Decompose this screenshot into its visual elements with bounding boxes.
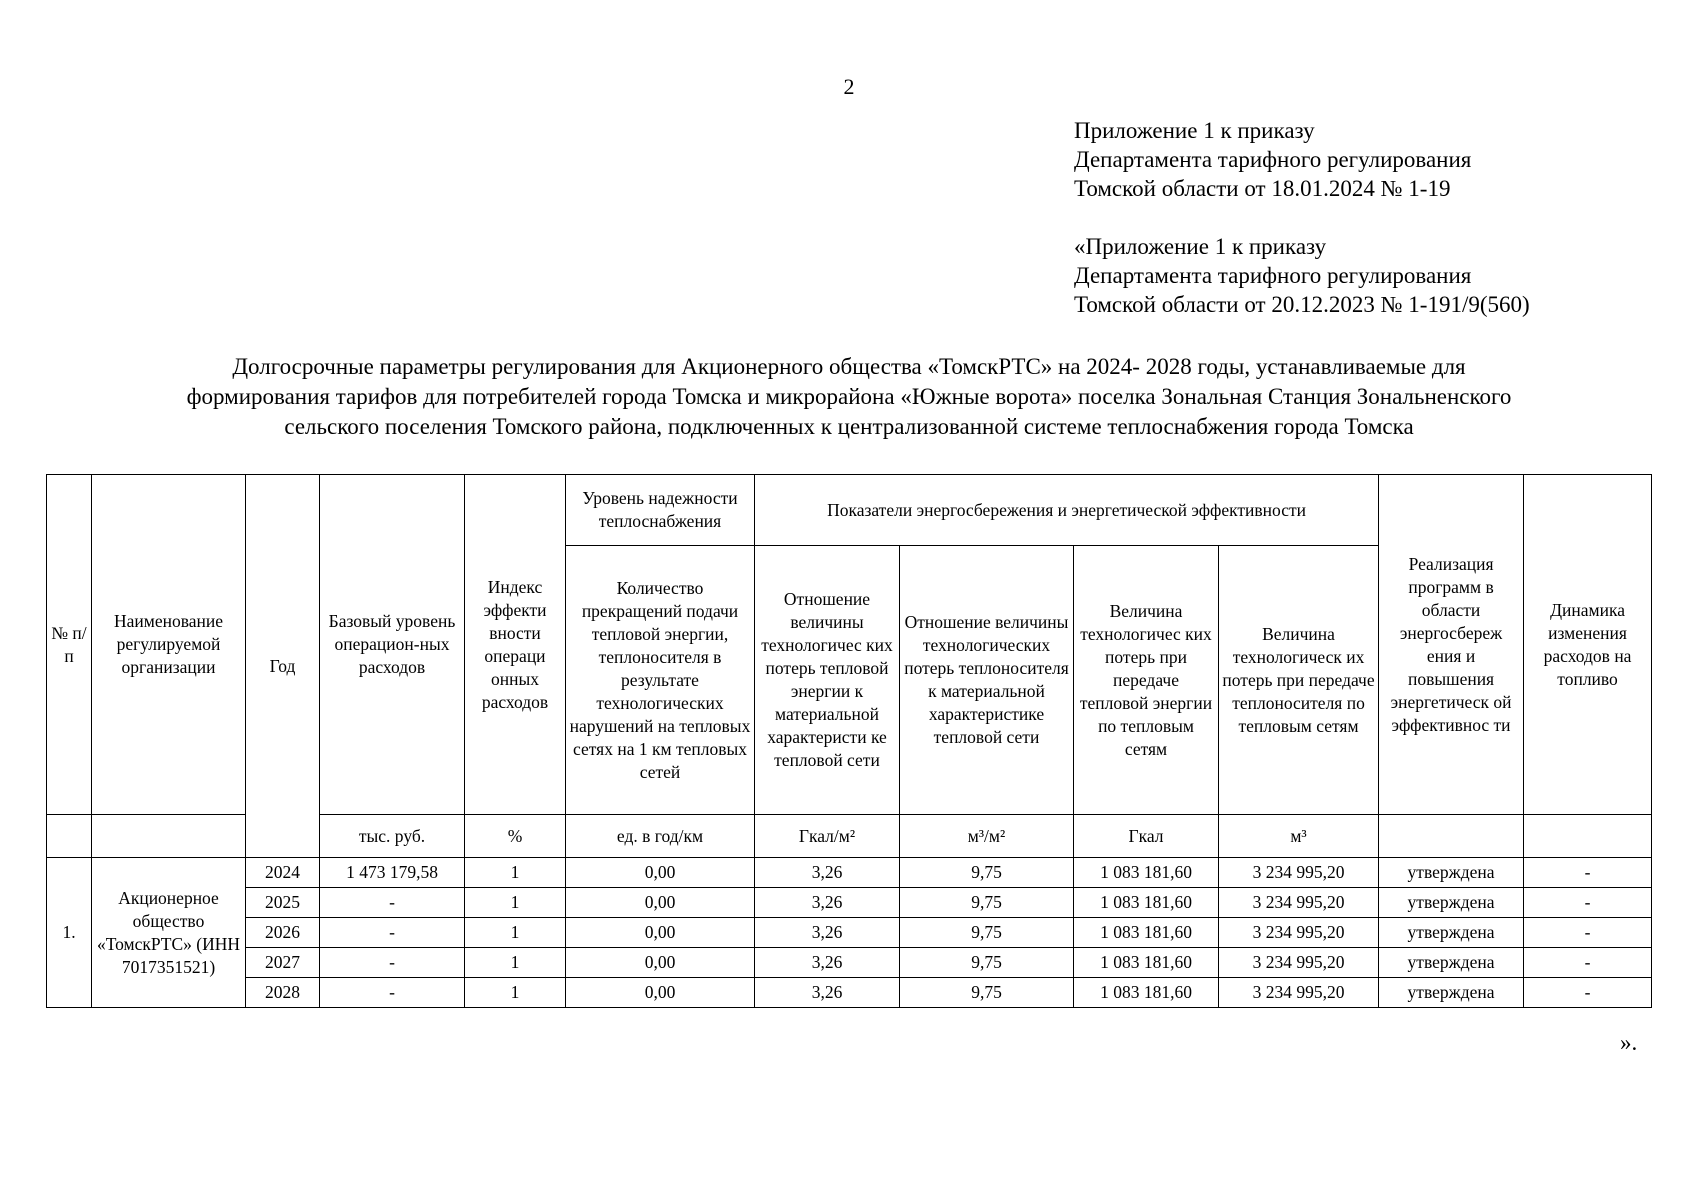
cell-programs: утверждена [1379, 888, 1524, 918]
header-base-costs: Базовый уровень операцион-ных расходов [320, 475, 465, 815]
cell-efficiency-index: 1 [465, 888, 566, 918]
cell-programs: утверждена [1379, 948, 1524, 978]
header-energy-group: Показатели энергосбережения и энергетической эффективности [755, 475, 1379, 546]
unit-carrier-loss-ratio: м³/м² [900, 815, 1074, 858]
header-efficiency-index: Индекс эффекти вности операци онных расходов [465, 475, 566, 815]
unit-heat-loss-ratio: Гкал/м² [755, 815, 900, 858]
unit-carrier-loss-value: м³ [1219, 815, 1379, 858]
cell-programs: утверждена [1379, 918, 1524, 948]
org-number: 1. [47, 858, 92, 1008]
cell-fuel-dynamics: - [1524, 978, 1652, 1008]
table-row [47, 858, 1652, 888]
cell-year: 2026 [246, 918, 320, 948]
table-row [47, 948, 1652, 978]
header-num: № п/п [47, 475, 92, 815]
cell-heat-loss-value: 1 083 181,60 [1074, 888, 1219, 918]
unit-org-empty [92, 815, 246, 858]
org-name: Акционерное общество «ТомскРТС» (ИНН 7017351521) [92, 858, 246, 1008]
header-carrier-loss-value: Величина технологическ их потерь при передаче теплоносителя по тепловым сетям [1219, 546, 1379, 815]
cell-base-costs: - [320, 978, 465, 1008]
unit-num-empty [47, 815, 92, 858]
regulation-parameters-table [46, 474, 1652, 1008]
cell-base-costs: - [320, 918, 465, 948]
appendix-current-line2: Департамента тарифного регулирования [1074, 147, 1472, 172]
cell-heat-loss-value: 1 083 181,60 [1074, 858, 1219, 888]
cell-heat-loss-value: 1 083 181,60 [1074, 918, 1219, 948]
header-row-groups [47, 475, 1652, 546]
cell-interruptions: 0,00 [566, 978, 755, 1008]
cell-heat-loss-ratio: 3,26 [755, 978, 900, 1008]
table-row [47, 888, 1652, 918]
cell-carrier-loss-value: 3 234 995,20 [1219, 888, 1379, 918]
cell-fuel-dynamics: - [1524, 858, 1652, 888]
cell-carrier-loss-ratio: 9,75 [900, 918, 1074, 948]
cell-carrier-loss-ratio: 9,75 [900, 888, 1074, 918]
cell-carrier-loss-value: 3 234 995,20 [1219, 918, 1379, 948]
cell-heat-loss-ratio: 3,26 [755, 948, 900, 978]
document-title-line1: Долгосрочные параметры регулирования для Акционерного общества «ТомскРТС» на 2024- 2028 годы, устанавливаемые для [232, 354, 1466, 379]
document-title [60, 352, 1638, 442]
cell-base-costs: - [320, 948, 465, 978]
unit-fuel-empty [1524, 815, 1652, 858]
cell-heat-loss-value: 1 083 181,60 [1074, 948, 1219, 978]
unit-programs-empty [1379, 815, 1524, 858]
cell-interruptions: 0,00 [566, 888, 755, 918]
header-interruptions: Количество прекращений подачи тепловой энергии, теплоносителя в результате технологических нарушений на тепловых сетях на 1 км тепловых сетей [566, 546, 755, 815]
unit-base-costs: тыс. руб. [320, 815, 465, 858]
closing-quote-mark: ». [1620, 1030, 1638, 1055]
cell-interruptions: 0,00 [566, 948, 755, 978]
table-row [47, 978, 1652, 1008]
header-heat-loss-ratio: Отношение величины технологичес ких потерь тепловой энергии к материальной характеристи ке тепловой сети [755, 546, 900, 815]
cell-year: 2028 [246, 978, 320, 1008]
cell-efficiency-index: 1 [465, 948, 566, 978]
appendix-original-line3: Томской области от 20.12.2023 № 1-191/9(560) [1074, 292, 1530, 317]
unit-heat-loss-value: Гкал [1074, 815, 1219, 858]
cell-carrier-loss-value: 3 234 995,20 [1219, 978, 1379, 1008]
document-title-line2: формирования тарифов для потребителей города Томска и микрорайона «Южные ворота» поселка Зональная Станция Зональненского [186, 384, 1512, 409]
cell-base-costs: 1 473 179,58 [320, 858, 465, 888]
cell-year: 2025 [246, 888, 320, 918]
appendix-current-header [1074, 116, 1471, 203]
cell-base-costs: - [320, 888, 465, 918]
cell-heat-loss-ratio: 3,26 [755, 918, 900, 948]
header-reliability-group: Уровень надежности теплоснабжения [566, 475, 755, 546]
appendix-original-line1: «Приложение 1 к приказу [1074, 234, 1327, 259]
unit-efficiency-index: % [465, 815, 566, 858]
cell-carrier-loss-value: 3 234 995,20 [1219, 858, 1379, 888]
header-org-name: Наименование регулируемой организации [92, 475, 246, 815]
header-year: Год [246, 475, 320, 858]
cell-fuel-dynamics: - [1524, 888, 1652, 918]
cell-carrier-loss-ratio: 9,75 [900, 948, 1074, 978]
cell-fuel-dynamics: - [1524, 948, 1652, 978]
cell-programs: утверждена [1379, 858, 1524, 888]
cell-carrier-loss-ratio: 9,75 [900, 978, 1074, 1008]
appendix-original-line2: Департамента тарифного регулирования [1074, 263, 1472, 288]
document-title-line3: сельского поселения Томского района, подключенных к централизованной системе теплоснабжения города Томска [284, 414, 1414, 439]
cell-heat-loss-ratio: 3,26 [755, 858, 900, 888]
appendix-current-line3: Томской области от 18.01.2024 № 1-19 [1074, 176, 1451, 201]
appendix-current-line1: Приложение 1 к приказу [1074, 118, 1315, 143]
appendix-original-header [1074, 232, 1530, 319]
header-heat-loss-value: Величина технологичес ких потерь при передаче тепловой энергии по тепловым сетям [1074, 546, 1219, 815]
cell-carrier-loss-value: 3 234 995,20 [1219, 948, 1379, 978]
table-row [47, 918, 1652, 948]
cell-efficiency-index: 1 [465, 918, 566, 948]
cell-efficiency-index: 1 [465, 978, 566, 1008]
header-carrier-loss-ratio: Отношение величины технологических потерь теплоносителя к материальной характеристике тепловой сети [900, 546, 1074, 815]
cell-year: 2027 [246, 948, 320, 978]
unit-interruptions: ед. в год/км [566, 815, 755, 858]
cell-interruptions: 0,00 [566, 858, 755, 888]
cell-fuel-dynamics: - [1524, 918, 1652, 948]
cell-interruptions: 0,00 [566, 918, 755, 948]
cell-carrier-loss-ratio: 9,75 [900, 858, 1074, 888]
cell-year: 2024 [246, 858, 320, 888]
cell-efficiency-index: 1 [465, 858, 566, 888]
cell-programs: утверждена [1379, 978, 1524, 1008]
header-fuel-dynamics: Динамика изменения расходов на топливо [1524, 475, 1652, 815]
cell-heat-loss-ratio: 3,26 [755, 888, 900, 918]
page-number: 2 [843, 74, 855, 99]
header-programs: Реализация программ в области энергосбереж ения и повышения энергетическ ой эффективнос ти [1379, 475, 1524, 815]
cell-heat-loss-value: 1 083 181,60 [1074, 978, 1219, 1008]
